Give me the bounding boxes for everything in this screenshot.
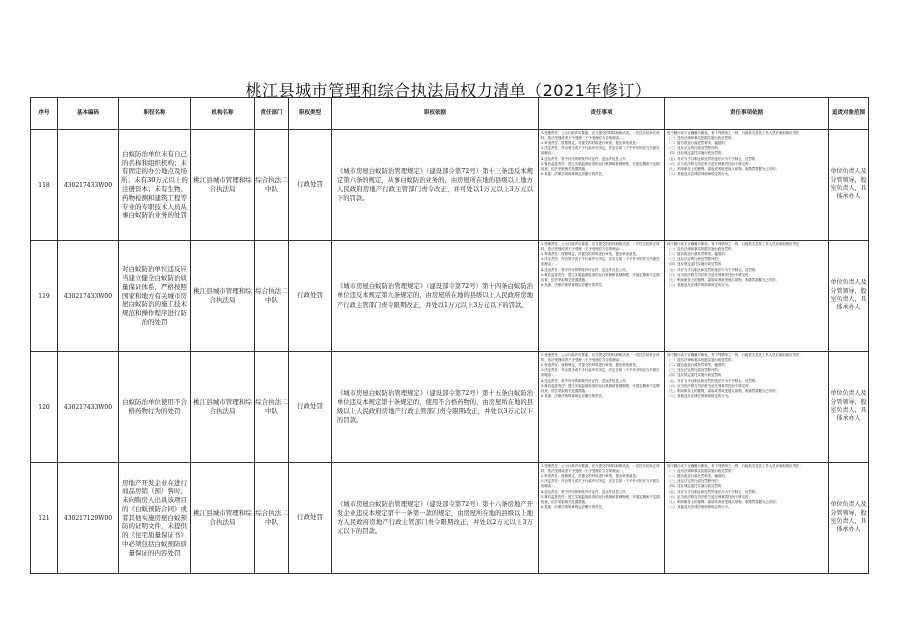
duty-line: 3.决定责任：作出准予或不予行政许可决定，法定告知（不予许可的应当书面告知理由）。 — [541, 368, 660, 378]
cell-type: 行政处罚 — [289, 463, 332, 574]
duty-line: 6.其他：法律法规规章规定应履行的责任。 — [541, 282, 606, 287]
cell-dept: 综合执法二中队 — [255, 463, 289, 574]
duty-line: 6.其他：法律法规规章规定应履行的责任。 — [541, 393, 606, 398]
page-title: 桃江县城市管理和综合执法局权力清单（2021年修订） — [245, 81, 652, 100]
duty-basis-line: 因不履行或不正确履行职权，有下列情形之一的，行政机关及其工作人员应承担相应责任： — [667, 242, 803, 246]
duty-basis-line: 因不履行或不正确履行职权，有下列情形之一的，行政机关及其工作人员应承担相应责任： — [667, 131, 803, 135]
duty-line: 2.审查责任：按照规定，对提交的材料进行审查，提出审查意见。 — [541, 252, 640, 257]
power-list-table — [30, 97, 869, 574]
cell-org: 桃江县城市管理和综合执法局 — [191, 352, 255, 463]
cell-type: 行政处罚 — [289, 352, 332, 463]
duty-line: 5.事后监管责任：建立实施监督检查的运行机制和管理制度，开展定期和不定期检查，依法采取相关处置措施。 — [541, 272, 660, 282]
cell-dept: 综合执法二中队 — [255, 130, 289, 241]
cell-org: 桃江县城市管理和综合执法局 — [191, 463, 255, 574]
cell-name: 房地产开发企业在进行商品房销（预）售时，未向购房人出具该项目的《白蚁预防合同》或者其他实施房屋白蚁预防的证明文件，未提供的《住宅质量保证书》中必须包括白蚁预防质量保证的内容处罚 — [119, 463, 191, 574]
cell-type: 行政处罚 — [289, 130, 332, 241]
duty-basis-line: （三）违反法定的行政处罚程序的； — [667, 257, 722, 262]
duty-basis-line: （二）擅自改变行政处罚种类、幅度的； — [667, 252, 729, 257]
table-row — [31, 241, 869, 352]
cell-dept: 综合执法二中队 — [255, 352, 289, 463]
cell-resp: 单位负责人及分管领导，股室负责人，具体承办人 — [829, 241, 869, 352]
duty-line: 6.其他：法律法规规章规定应履行的责任。 — [541, 171, 606, 176]
duty-basis-line: 因不履行或不正确履行职权，有下列情形之一的，行政机关及其工作人员应承担相应责任： — [667, 464, 803, 468]
cell-duties — [539, 352, 665, 463]
duty-basis-line: （三）违反法定的行政处罚程序的； — [667, 479, 722, 484]
duty-line: 1.受理责任：公示行政许可要素、应当提交的材料和格式表，一次性告知补正材料，依法受理或者不予受理（不予受理应当告知理由）。 — [541, 242, 660, 252]
cell-code: 430217129W00 — [58, 463, 119, 574]
header-seq: 序号 — [31, 98, 58, 130]
cell-resp: 单位负责人及分管领导，股室负责人，具体承办人 — [829, 352, 869, 463]
duty-basis-line: （一）没有法律和事实依据实施行政处罚的； — [667, 247, 735, 252]
cell-resp: 单位负责人及分管领导，股室负责人，具体承办人 — [829, 463, 869, 574]
cell-org: 桃江县城市管理和综合执法局 — [191, 130, 255, 241]
duty-line: 4.送达责任：准予许可的制发许可证件，送达并信息公开。 — [541, 267, 629, 272]
cell-name: 白蚁防治单位使用不合格药物行为的处罚 — [119, 352, 191, 463]
duty-basis-line: （六）应当依法移交司法机关追究刑事责任而不移交的； — [667, 494, 752, 499]
cell-seq: 121 — [31, 463, 58, 574]
duty-basis-line: （六）应当依法移交司法机关追究刑事责任而不移交的； — [667, 161, 752, 166]
cell-basis: 《城市房屋白蚁防治管理规定》（建设部令第72号）第十六条房地产开发企业违反本规定第十一条第一款的规定，由房屋所在地的县级以上地方人民政府房地产行政主管部门责令限期改正，并处以2万元以上3万元以下的罚款。 — [332, 463, 539, 574]
header-dept: 责任部门 — [255, 98, 289, 130]
duty-line: 2.审查责任：按照规定，对提交的材料进行审查，提出审查意见。 — [541, 474, 640, 479]
duty-basis-line: （七）利用职务上的便利，索取或者收受他人财物、收缴罚款据为己有的； — [667, 166, 779, 171]
cell-seq: 119 — [31, 241, 58, 352]
cell-duties — [539, 463, 665, 574]
cell-code: 430217433W00 — [58, 130, 119, 241]
header-duty-basis: 责任事项依据 — [665, 98, 829, 130]
duty-basis-line: （三）违反法定的行政处罚程序的； — [667, 368, 722, 373]
cell-duty-basis — [665, 241, 829, 352]
duty-basis-line: （八）其他违反法律法规规章规定的行为。 — [667, 393, 732, 398]
duty-line: 5.事后监管责任：建立实施监督检查的运行机制和管理制度，开展定期和不定期检查，依法采取相关处置措施。 — [541, 161, 660, 171]
duty-basis-line: （四）违反规定委托实施行政处罚的； — [667, 151, 725, 156]
cell-code: 430217433W00 — [58, 352, 119, 463]
cell-duties — [539, 241, 665, 352]
duty-basis-line: （二）擅自改变行政处罚种类、幅度的； — [667, 141, 729, 146]
duty-line: 2.审查责任：按照规定，对提交的材料进行审查，提出审查意见。 — [541, 141, 640, 146]
cell-resp: 单位负责人及分管领导，股室负责人，具体承办人 — [829, 130, 869, 241]
duty-basis-line: （五）对应当予以制止和处罚的违法行为不予制止、处罚的； — [667, 489, 759, 494]
duty-basis-line: （七）利用职务上的便利，索取或者收受他人财物、收缴罚款据为己有的； — [667, 499, 779, 504]
cell-basis: 《城市房屋白蚁防治管理规定》（建设部令第72号）第十四条白蚁防治单位违反本规定第九条规定的，由房屋所在地的县级以上人民政府房地产行政主管部门责令限期改正，并处以1万元以上3万元以下的罚款。 — [332, 241, 539, 352]
cell-type: 行政处罚 — [289, 241, 332, 352]
duty-basis-line: （六）应当依法移交司法机关追究刑事责任而不移交的； — [667, 383, 752, 388]
cell-duty-basis — [665, 130, 829, 241]
cell-duty-basis — [665, 352, 829, 463]
table-row — [31, 130, 869, 241]
cell-duty-basis — [665, 463, 829, 574]
cell-seq: 120 — [31, 352, 58, 463]
duty-basis-line: （八）其他违反法律法规规章规定的行为。 — [667, 282, 732, 287]
duty-basis-line: （八）其他违反法律法规规章规定的行为。 — [667, 171, 732, 176]
duty-basis-line: （二）擅自改变行政处罚种类、幅度的； — [667, 363, 729, 368]
duty-basis-line: （二）擅自改变行政处罚种类、幅度的； — [667, 474, 729, 479]
duty-basis-line: （四）违反规定委托实施行政处罚的； — [667, 262, 725, 267]
duty-line: 5.事后监管责任：建立实施监督检查的运行机制和管理制度，开展定期和不定期检查，依法采取相关处置措施。 — [541, 383, 660, 393]
duty-line: 4.送达责任：准予许可的制发许可证件，送达并信息公开。 — [541, 378, 629, 383]
header-type: 职权类型 — [289, 98, 332, 130]
duty-line: 2.审查责任：按照规定，对提交的材料进行审查，提出审查意见。 — [541, 363, 640, 368]
duty-basis-line: （五）对应当予以制止和处罚的违法行为不予制止、处罚的； — [667, 378, 759, 383]
duty-basis-line: （一）没有法律和事实依据实施行政处罚的； — [667, 136, 735, 141]
duty-basis-line: （八）其他违反法律法规规章规定的行为。 — [667, 504, 732, 509]
duty-line: 6.其他：法律法规规章规定应履行的责任。 — [541, 504, 606, 509]
header-duties: 责任事项 — [539, 98, 665, 130]
duty-basis-line: （三）违反法定的行政处罚程序的； — [667, 146, 722, 151]
cell-seq: 118 — [31, 130, 58, 241]
cell-name: 对白蚁防治单位违反应当建立健全白蚁防治质量保证体系，严格按照国家和地方有关城市房屋白蚁防治的施工技术规范和操作程序进行防治的处罚 — [119, 241, 191, 352]
table-row — [31, 463, 869, 574]
duty-line: 1.受理责任：公示行政许可要素、应当提交的材料和格式表，一次性告知补正材料，依法受理或者不予受理（不予受理应当告知理由）。 — [541, 464, 660, 474]
duty-line: 5.事后监管责任：建立实施监督检查的运行机制和管理制度，开展定期和不定期检查，依法采取相关处置措施。 — [541, 494, 660, 504]
cell-name: 白蚁防治单位未有自己的名称和组织机构；未有固定的办公地点及场所；未有30万元以上的注册资本；未有生物、药物检测和建筑工程等专业的专职技术人员从事白蚁防治业务的处罚 — [119, 130, 191, 241]
header-code: 基本编码 — [58, 98, 119, 130]
cell-code: 430217433W00 — [58, 241, 119, 352]
duty-basis-line: （五）对应当予以制止和处罚的违法行为不予制止、处罚的； — [667, 156, 759, 161]
duty-basis-line: （七）利用职务上的便利，索取或者收受他人财物、收缴罚款据为己有的； — [667, 388, 779, 393]
cell-dept: 综合执法二中队 — [255, 241, 289, 352]
table-row — [31, 352, 869, 463]
duty-basis-line: （四）违反规定委托实施行政处罚的； — [667, 484, 725, 489]
header-resp: 追责对象范围 — [829, 98, 869, 130]
duty-line: 3.决定责任：作出准予或不予行政许可决定，法定告知（不予许可的应当书面告知理由）。 — [541, 146, 660, 156]
duty-basis-line: （一）没有法律和事实依据实施行政处罚的； — [667, 358, 735, 363]
cell-basis: 《城市房屋白蚁防治管理规定》（建设部令第72号）第十五条白蚁防治单位违反本规定第十条规定的，使用不合格药物的，由房屋所在地的县级以上人民政府房地产行政主管部门责令限期改正，并处以3万元以下的罚款。 — [332, 352, 539, 463]
header-org: 机构名称 — [191, 98, 255, 130]
duty-basis-line: （五）对应当予以制止和处罚的违法行为不予制止、处罚的； — [667, 267, 759, 272]
header-name: 职权名称 — [119, 98, 191, 130]
duty-line: 3.决定责任：作出准予或不予行政许可决定，法定告知（不予许可的应当书面告知理由）。 — [541, 479, 660, 489]
duty-basis-line: （一）没有法律和事实依据实施行政处罚的； — [667, 469, 735, 474]
duty-basis-line: 因不履行或不正确履行职权，有下列情形之一的，行政机关及其工作人员应承担相应责任： — [667, 353, 803, 357]
duty-basis-line: （六）应当依法移交司法机关追究刑事责任而不移交的； — [667, 272, 752, 277]
cell-duties — [539, 130, 665, 241]
duty-line: 1.受理责任：公示行政许可要素、应当提交的材料和格式表，一次性告知补正材料，依法受理或者不予受理（不予受理应当告知理由）。 — [541, 353, 660, 363]
duty-line: 4.送达责任：准予许可的制发许可证件，送达并信息公开。 — [541, 156, 629, 161]
cell-org: 桃江县城市管理和综合执法局 — [191, 241, 255, 352]
duty-line: 4.送达责任：准予许可的制发许可证件，送达并信息公开。 — [541, 489, 629, 494]
duty-basis-line: （四）违反规定委托实施行政处罚的； — [667, 373, 725, 378]
header-basis: 职权依据 — [332, 98, 539, 130]
header-row — [31, 98, 869, 130]
duty-line: 1.受理责任：公示行政许可要素、应当提交的材料和格式表，一次性告知补正材料，依法受理或者不予受理（不予受理应当告知理由）。 — [541, 131, 660, 141]
duty-line: 3.决定责任：作出准予或不予行政许可决定，法定告知（不予许可的应当书面告知理由）。 — [541, 257, 660, 267]
cell-basis: 《城市房屋白蚁防治管理规定》（建设部令第72号）第十三条违反本规定第六条的规定，从事白蚁防治业务的，由房屋所在地的县级以上地方人民政府房地产行政主管部门责令改正，并可处以1万元以上3万元以下的罚款。 — [332, 130, 539, 241]
duty-basis-line: （七）利用职务上的便利，索取或者收受他人财物、收缴罚款据为己有的； — [667, 277, 779, 282]
